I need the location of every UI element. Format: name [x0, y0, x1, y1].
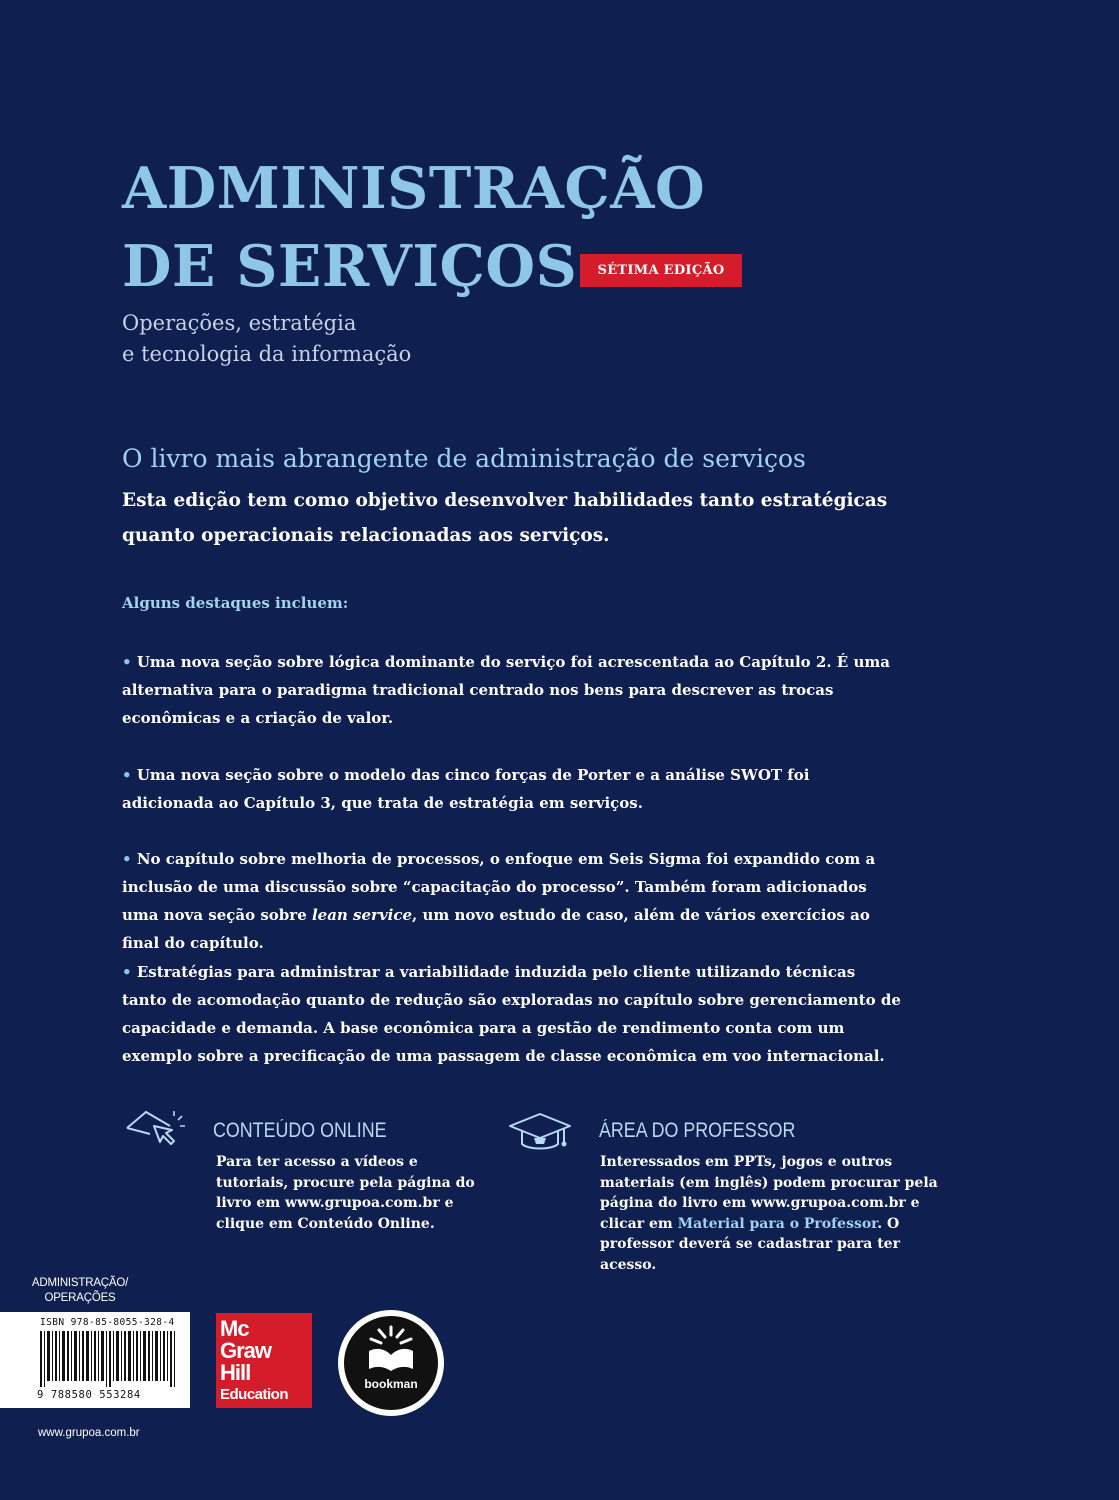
highlight-text: Estratégias para administrar a variabilidade induzida pelo cliente utilizando técnicas tanto de acomodação quanto de redução são exploradas no capítulo sobre gerenciamento de capacidade e demanda. A base econômica para a gestão de rendimento conta com um exemplo sobre a precificação de uma passagem de classe econômica em voo internacional. — [122, 963, 901, 1065]
cursor-click-icon — [124, 1108, 186, 1150]
highlight-text: Uma nova seção sobre o modelo das cinco forças de Porter e a análise SWOT foi adicionada ao Capítulo 3, que trata de estratégia em serviços. — [122, 766, 810, 812]
website-link[interactable]: www.grupoa.com.br — [38, 1427, 140, 1439]
intro-heading: O livro mais abrangente de administração de serviços — [122, 444, 806, 473]
category-line-1: ADMINISTRAÇÃO/ — [31, 1277, 129, 1289]
online-content-body: Para ter acesso a vídeos e tutoriais, procure pela página do livro em www.grupoa.com.br e clique em Conteúdo Online. — [216, 1154, 475, 1232]
graduation-cap-icon — [508, 1110, 572, 1156]
highlights-label: Alguns destaques incluem: — [122, 594, 349, 612]
logo-line-2: Graw — [220, 1338, 272, 1363]
bookman-label: bookman — [364, 1377, 418, 1391]
logo-line-3: Hill — [220, 1360, 251, 1385]
edition-badge: SÉTIMA EDIÇÃO — [580, 254, 742, 287]
highlight-item-2 — [122, 761, 902, 817]
highlight-italic-term: lean service — [311, 906, 413, 924]
highlight-text: Uma nova seção sobre lógica dominante do serviço foi acrescentada ao Capítulo 2. É uma alternativa para o paradigma tradicional centrado nos bens para descrever as trocas econômicas e a criação de valor. — [122, 653, 890, 727]
professor-body-text: Interessados em PPTs, jogos e outros materiais (em inglês) podem procurar pela página do livro em www.grupoa.com.br e clicar em — [600, 1154, 938, 1232]
mcgraw-hill-logo — [216, 1313, 312, 1408]
highlight-item-4 — [122, 958, 902, 1070]
book-subtitle — [122, 308, 411, 370]
professor-body-text-end: . O professor deverá se cadastrar para ter acesso. — [600, 1215, 900, 1273]
professor-material-link[interactable]: Material para o Professor — [677, 1215, 878, 1232]
highlight-item-3 — [122, 845, 902, 957]
highlight-text-end: , um novo estudo de caso, além de vários exercícios ao final do capítulo. — [122, 906, 870, 952]
bullet-dot: • — [122, 850, 137, 868]
book-title-line-1: ADMINISTRAÇÃO — [122, 155, 706, 222]
logo-line-1: Mc — [220, 1316, 249, 1341]
open-book-icon — [363, 1325, 419, 1373]
book-title-line-2: DE SERVIÇOS — [122, 233, 578, 300]
barcode-number: 9 788580 553284 — [37, 1389, 141, 1401]
bullet-dot: • — [122, 766, 137, 784]
logo-line-4: Education — [220, 1386, 289, 1403]
isbn-label: ISBN 978-85-8055-328-4 — [40, 1317, 175, 1328]
category-line-2: OPERAÇÕES — [44, 1292, 116, 1304]
highlight-text: No capítulo sobre melhoria de processos, o enfoque em Seis Sigma foi expandido com a inclusão de uma discussão sobre “capacitação do processo”. Também foram adicionados uma nova seção sobre — [122, 850, 876, 924]
intro-body: Esta edição tem como objetivo desenvolver habilidades tanto estratégicas quanto operacionais relacionadas aos serviços. — [122, 490, 888, 546]
subtitle-line-2: e tecnologia da informação — [122, 342, 412, 366]
online-content-title: CONTEÚDO ONLINE — [213, 1119, 387, 1142]
bullet-dot: • — [122, 653, 137, 671]
highlight-item-1 — [122, 648, 902, 732]
professor-area-body — [600, 1152, 950, 1275]
subtitle-line-1: Operações, estratégia — [122, 311, 357, 335]
barcode-icon — [40, 1331, 180, 1387]
subject-category — [0, 1276, 160, 1306]
professor-area-title: ÁREA DO PROFESSOR — [599, 1119, 796, 1142]
bullet-dot: • — [122, 963, 137, 981]
